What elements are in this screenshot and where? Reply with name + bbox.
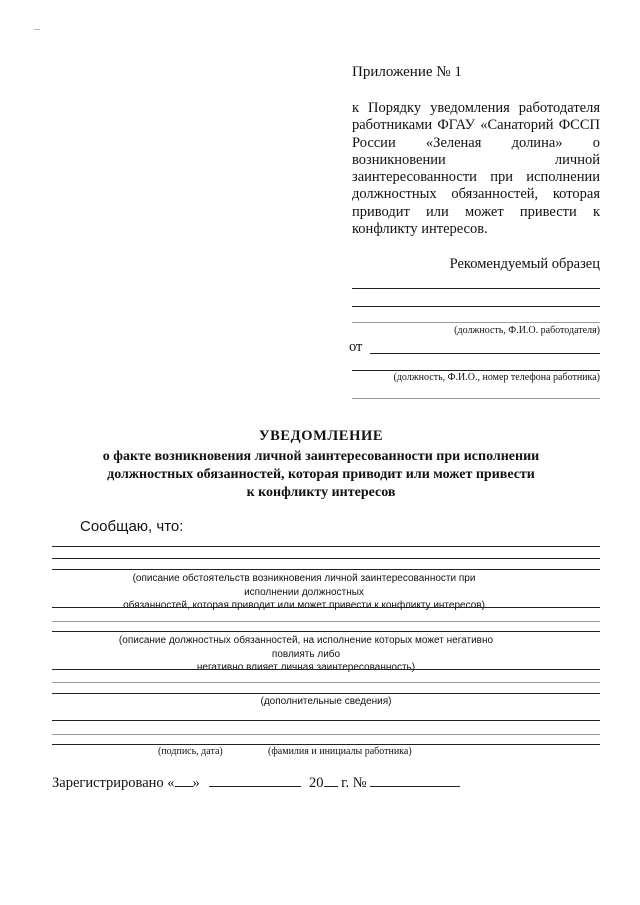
- extra-line-2[interactable]: [52, 682, 600, 683]
- employer-line-2[interactable]: [352, 306, 600, 307]
- registration-number-label: г. №: [341, 775, 367, 791]
- employer-line-3[interactable]: [352, 322, 600, 323]
- signature-line-1[interactable]: [52, 720, 600, 721]
- notice-subtitle-line-1: о факте возникновения личной заинтересованности при исполнении: [102, 449, 540, 464]
- duties-line-2[interactable]: [52, 621, 600, 622]
- employer-caption: (должность, Ф.И.О. работодателя): [454, 325, 600, 336]
- circumstances-caption-line-2: обязанностей, которая приводит или может привести к конфликту интересов): [123, 600, 485, 611]
- circumstances-line-2[interactable]: [52, 558, 600, 559]
- employer-line-1[interactable]: [352, 288, 600, 289]
- signature-caption: (подпись, дата): [158, 746, 223, 757]
- signature-line-2[interactable]: [52, 734, 600, 735]
- from-line-2[interactable]: [352, 370, 600, 371]
- notice-subtitle-line-3: к конфликту интересов: [246, 485, 396, 500]
- registration-quote-close: »: [192, 775, 200, 791]
- registration-label: Зарегистрировано «: [52, 775, 175, 791]
- circumstances-caption-line-1: (описание обстоятельств возникновения личной заинтересованности при исполнении должностных: [132, 573, 476, 598]
- duties-caption-line-1: (описание должностных обязанностей, на исполнение которых может негативно повлиять либо: [118, 635, 494, 660]
- employee-caption: (должность, Ф.И.О., номер телефона работника): [393, 372, 600, 383]
- registration-year-field[interactable]: [324, 772, 338, 787]
- report-label: Сообщаю, что:: [80, 518, 184, 535]
- circumstances-line-3[interactable]: [52, 569, 600, 570]
- duties-caption-line-2: негативно влияет личная заинтересованность): [196, 662, 416, 673]
- notice-subtitle-line-2: должностных обязанностей, которая приводит или может привести: [107, 467, 535, 482]
- signature-line-3[interactable]: [52, 744, 600, 745]
- duties-line-3[interactable]: [52, 631, 600, 632]
- registration-year-prefix: 20: [309, 775, 324, 791]
- duties-line-1[interactable]: [52, 607, 600, 608]
- registration-row: [52, 772, 460, 792]
- employee-name-caption: (фамилия и инициалы работника): [268, 746, 412, 757]
- sample-label: Рекомендуемый образец: [449, 256, 600, 272]
- notice-subtitle: [60, 448, 582, 502]
- registration-number-field[interactable]: [370, 772, 460, 787]
- registration-day-field[interactable]: [175, 772, 193, 787]
- from-line-1[interactable]: [370, 353, 600, 354]
- registration-month-field[interactable]: [209, 772, 301, 787]
- appendix-title: Приложение № 1: [352, 64, 462, 80]
- extra-caption: (дополнительные сведения): [260, 696, 392, 707]
- extra-line-3[interactable]: [52, 693, 600, 694]
- extra-line-1[interactable]: [52, 669, 600, 670]
- appendix-body: к Порядку уведомления работодателя работниками ФГАУ «Санаторий ФССП России «Зеленая долина» о возникновении личной заинтересованности при исполнении должностных обязанностей, которая приводит или может привести к конфликту интересов.: [352, 100, 600, 238]
- notice-title: УВЕДОМЛЕНИЕ: [258, 428, 384, 444]
- from-line-3[interactable]: [352, 398, 600, 399]
- from-label: от: [349, 339, 363, 355]
- scan-mark: [34, 29, 40, 30]
- circumstances-line-1[interactable]: [52, 546, 600, 547]
